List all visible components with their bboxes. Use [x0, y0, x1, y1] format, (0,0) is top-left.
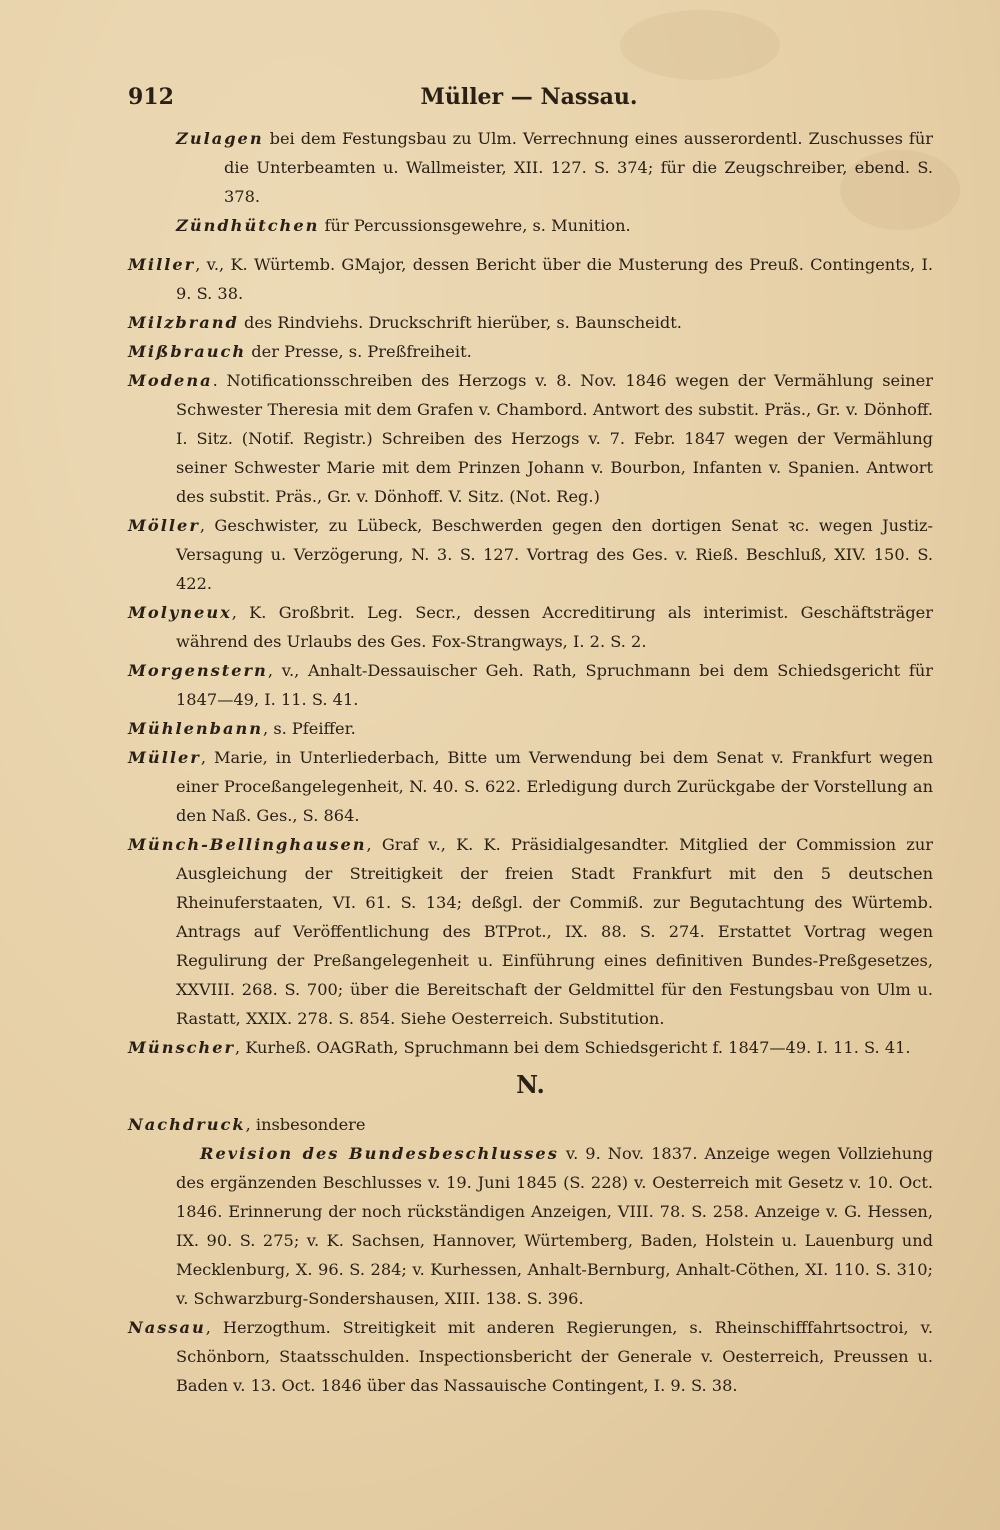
- entry-text: . Notificationsschreiben des Herzogs v. 8. Nov. 1846 wegen der Vermählung seiner Schwester Theresia mit dem Grafen v. Chambord. Antwort des substit. Präs., Gr. v. Dönhoff. I. Sitz. (Notif. Registr.) Schreiben des Herzogs v. 7. Febr. 1847 wegen der Vermählung seiner Schwester Marie mit dem Prinzen Johann v. Bourbon, Infanten v. Spanien. Antwort des substit. Präs., Gr. v. Dönhoff. V. Sitz. (Not. Reg.): [176, 371, 933, 506]
- entry-keyword: Zündhütchen: [176, 216, 320, 235]
- entry-keyword: Münscher: [128, 1038, 236, 1057]
- index-entry: [128, 1110, 933, 1139]
- index-subentry: [128, 1139, 933, 1313]
- index-entry: [128, 830, 933, 1033]
- entry-keyword: Milzbrand: [128, 313, 239, 332]
- entry-keyword: Münch-Bellinghausen: [128, 835, 367, 854]
- entry-text: , v., Anhalt-Dessauischer Geh. Rath, Spruchmann bei dem Schiedsgericht für 1847—49, I. 11. S. 41.: [176, 661, 933, 709]
- entry-text: , s. Pfeiffer.: [263, 719, 356, 738]
- entry-text: der Presse, s. Preßfreiheit.: [246, 342, 472, 361]
- index-entry: [128, 366, 933, 511]
- entry-keyword: Morgenstern: [128, 661, 268, 680]
- entry-text: für Percussionsgewehre, s. Munition.: [319, 216, 631, 235]
- index-entry: [128, 743, 933, 830]
- index-entry: [128, 714, 933, 743]
- entry-keyword: Nachdruck: [128, 1115, 246, 1134]
- entry-text: des Rindviehs. Druckschrift hierüber, s. Baunscheidt.: [238, 313, 682, 332]
- entry-text: , Geschwister, zu Lübeck, Beschwerden gegen den dortigen Senat ꝛc. wegen Justiz-Versagung u. Verzögerung, N. 3. S. 127. Vortrag des Ges. v. Rieß. Beschluß, XIV. 150. S. 422.: [176, 516, 933, 593]
- entry-text: , Kurheß. OAGRath, Spruchmann bei dem Schiedsgericht f. 1847—49. I. 11. S. 41.: [235, 1038, 911, 1057]
- entry-keyword: Nassau: [128, 1318, 206, 1337]
- running-head: Müller — Nassau.: [420, 84, 638, 110]
- index-entry: [128, 656, 933, 714]
- entry-text: , Graf v., K. K. Präsidialgesandter. Mitglied der Commission zur Ausgleichung der Streitigkeit der freien Stadt Frankfurt mit den 5 deutschen Rheinuferstaaten, VI. 61. S. 134; deßgl. der Commiß. zur Begutachtung des Würtemb. Antrags auf Veröffentlichung des BTProt., IX. 88. S. 274. Erstattet Vortrag wegen Regulirung der Preßangelegenheit u. Einführung eines definitiven Bundes-Preßgesetzes, XXVIII. 268. S. 700; über die Bereitschaft der Geldmittel für den Festungsbau von Ulm u. Rastatt, XXIX. 278. S. 854. Siehe Oesterreich. Substitution.: [176, 835, 933, 1028]
- entry-keyword: Mißbrauch: [128, 342, 247, 361]
- index-entry: [128, 511, 933, 598]
- entry-keyword: Zulagen: [176, 129, 264, 148]
- entry-text: , v., K. Würtemb. GMajor, dessen Bericht über die Musterung des Preuß. Contingents, I. 9. S. 38.: [176, 255, 933, 303]
- paper-stain: [620, 10, 780, 80]
- entry-text: , Marie, in Unterliederbach, Bitte um Verwendung bei dem Senat v. Frankfurt wegen einer Proceßangelegenheit, N. 40. S. 622. Erledigung durch Zurückgabe der Vorstellung an den Naß. Ges., S. 864.: [176, 748, 933, 825]
- index-entry: [128, 211, 933, 240]
- index-entry: [128, 598, 933, 656]
- index-entry: [128, 1313, 933, 1400]
- entry-keyword: Möller: [128, 516, 200, 535]
- index-entry: [128, 124, 933, 211]
- index-body: [128, 124, 933, 1400]
- section-letter: N.: [516, 1070, 545, 1099]
- entry-text: , Herzogthum. Streitigkeit mit anderen Regierungen, s. Rheinschifffahrtsoctroi, v. Schönborn, Staatsschulden. Inspectionsbericht der Generale v. Oesterreich, Preussen u. Baden v. 13. Oct. 1846 über das Nassauische Contingent, I. 9. S. 38.: [176, 1318, 933, 1395]
- entry-keyword: Molyneux: [128, 603, 232, 622]
- entry-keyword: Miller: [128, 255, 196, 274]
- spacer: [128, 240, 933, 250]
- page-number: 912: [128, 84, 174, 110]
- entry-text: , K. Großbrit. Leg. Secr., dessen Accreditirung als interimist. Geschäftsträger während des Urlaubs des Ges. Fox-Strangways, I. 2. S. 2.: [176, 603, 933, 651]
- entry-text: , insbesondere: [245, 1115, 366, 1134]
- page-header: [128, 84, 930, 120]
- entry-text: bei dem Festungsbau zu Ulm. Verrechnung eines ausserordentl. Zuschusses für die Unterbeamten u. Wallmeister, XII. 127. S. 374; für die Zeugschreiber, ebend. S. 378.: [224, 129, 933, 206]
- index-entry: [128, 1033, 933, 1062]
- index-entry: [128, 308, 933, 337]
- entry-keyword: Müller: [128, 748, 201, 767]
- entry-keyword: Revision des Bundesbeschlusses: [200, 1144, 559, 1163]
- entry-keyword: Mühlenbann: [128, 719, 264, 738]
- entry-keyword: Modena: [128, 371, 213, 390]
- entry-text: v. 9. Nov. 1837. Anzeige wegen Vollziehung des ergänzenden Beschlusses v. 19. Juni 1845 (S. 228) v. Oesterreich mit Gesetz v. 10. Oct. 1846. Erinnerung der noch rückständigen Anzeigen, VIII. 78. S. 258. Anzeige v. G. Hessen, IX. 90. S. 275; v. K. Sachsen, Hannover, Würtemberg, Baden, Holstein u. Lauenburg und Mecklenburg, X. 96. S. 284; v. Kurhessen, Anhalt-Bernburg, Anhalt-Cöthen, XI. 110. S. 310; v. Schwarzburg-Sondershausen, XIII. 138. S. 396.: [176, 1144, 933, 1308]
- index-entry: [128, 337, 933, 366]
- index-entry: [128, 250, 933, 308]
